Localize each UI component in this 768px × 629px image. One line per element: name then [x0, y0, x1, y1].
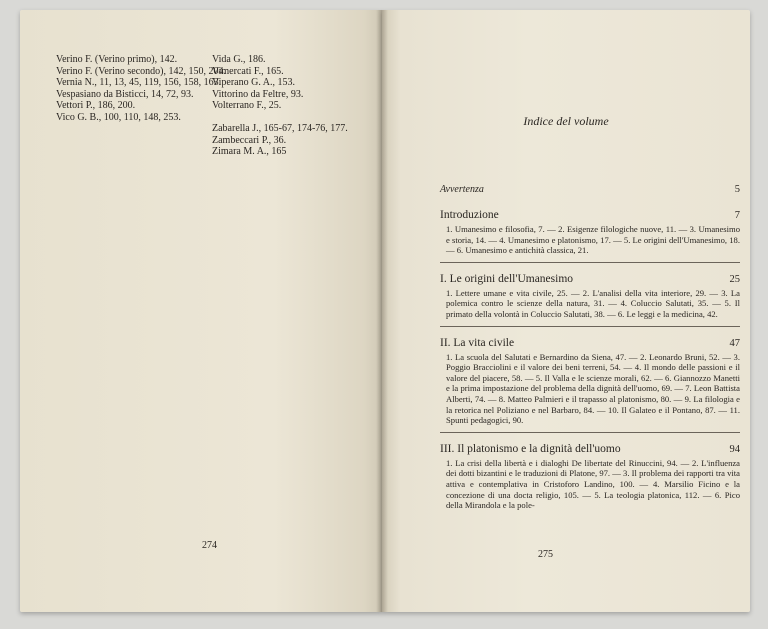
index-entry: Vico G. B., 100, 110, 148, 253.: [56, 111, 181, 123]
index-entry: Verino F. (Verino secondo), 142, 150, 204.: [56, 65, 227, 77]
index-column-2: [212, 54, 372, 158]
table-of-contents: [440, 184, 740, 527]
index-entry: Vettori P., 186, 200.: [56, 100, 136, 112]
toc-section-title: Avvertenza: [440, 184, 484, 195]
index-entry: Vespasiano da Bisticci, 14, 72, 93.: [56, 88, 194, 100]
index-entry: Viperano G. A., 153.: [212, 77, 295, 89]
toc-section-contents: 1. Umanesimo e filosofia, 7. — 2. Esigenze filologiche nuove, 11. — 3. Umanesimo e storia, 14. — 4. Umanesimo e platonismo, 17. — 5. Le origini dell'Umanesimo, 18. — 6. Umanesimo e antichità classica, 21.: [446, 224, 740, 256]
right-page-number: 275: [538, 549, 553, 560]
index-entry: Zambeccari P., 36.: [212, 134, 287, 146]
toc-section-contents: 1. Lettere umane e vita civile, 25. — 2. L'analisi della vita interiore, 29. — 3. La polemica contro le scienze della natura, 31. — 4. Coluccio Salutati, 35. — 5. Il primato della volontà in Coluccio Salutati, 38. — 6. Le leggi e la medicina, 42.: [446, 287, 740, 319]
index-entry: Vittorino da Feltre, 93.: [212, 88, 304, 100]
toc-section-title: II. La vita civile: [440, 336, 515, 349]
toc-section-contents: 1. La crisi della libertà e i dialoghi De libertate del Rinuccini, 94. — 2. L'influenza dei dotti bizantini e le traduzioni di Platone, 97. — 3. Il problema dei rapporti tra vita attiva e contemplativa in Cristoforo Landino, 100. — 4. Marsilio Ficino e la concezione di una docta religio, 105. — 5. La teologia platonica, 112. — 6. Pico della Mirandola e la pole-: [446, 457, 740, 511]
index-entry: Volterrano F., 25.: [212, 100, 282, 112]
toc-section-page: 7: [734, 210, 740, 221]
index-entry: Zabarella J., 165-67, 174-76, 177.: [212, 122, 348, 134]
index-entry: Vimercati F., 165.: [212, 65, 284, 77]
toc-section-title: III. Il platonismo e la dignità dell'uomo: [440, 442, 621, 455]
toc-section-page: 94: [729, 443, 740, 455]
toc-section: [440, 337, 740, 433]
toc-section: [440, 209, 740, 263]
toc-section-page: 25: [729, 273, 740, 285]
toc-section: [440, 184, 740, 201]
toc-section: [440, 273, 740, 327]
book-gutter: [376, 10, 388, 612]
toc-section-title: Introduzione: [440, 209, 499, 221]
toc-section-contents: 1. La scuola del Salutati e Bernardino da Siena, 47. — 2. Leonardo Bruni, 52. — 3. Poggio Bracciolini e il valore dei beni terreni, 54. — 4. Il mondo delle passioni e il valore del piacere, 58. — 5. Il Valla e le scienze morali, 62. — 6. Giannozzo Manetti e la prima impostazione del problema della dignità dell'uomo, 69. — 7. Leon Battista Alberti, 74. — 8. Matteo Palmieri e il trapasso al platonismo, 80. — 9. La filologia e la retorica nel Poliziano e nel Barbaro, 84. — 10. Il Galateo e il Pontano, 87. — 11. Spunti pedagogici, 90.: [446, 351, 740, 426]
toc-section-title: I. Le origini dell'Umanesimo: [440, 272, 574, 285]
toc-section: [440, 443, 740, 517]
toc-section-page: 47: [729, 337, 740, 349]
index-column-1: [56, 54, 226, 124]
index-entry: Vida G., 186.: [212, 54, 266, 65]
index-entry: Vernia N., 11, 13, 45, 119, 156, 158, 163.: [56, 77, 222, 89]
left-page-number: 274: [202, 540, 217, 551]
toc-title: Indice del volume: [523, 114, 609, 128]
open-book: [20, 10, 750, 612]
index-entry: Zimara M. A., 165: [212, 146, 287, 158]
toc-section-page: 5: [734, 184, 740, 195]
index-entry: Verino F. (Verino primo), 142.: [56, 54, 178, 65]
